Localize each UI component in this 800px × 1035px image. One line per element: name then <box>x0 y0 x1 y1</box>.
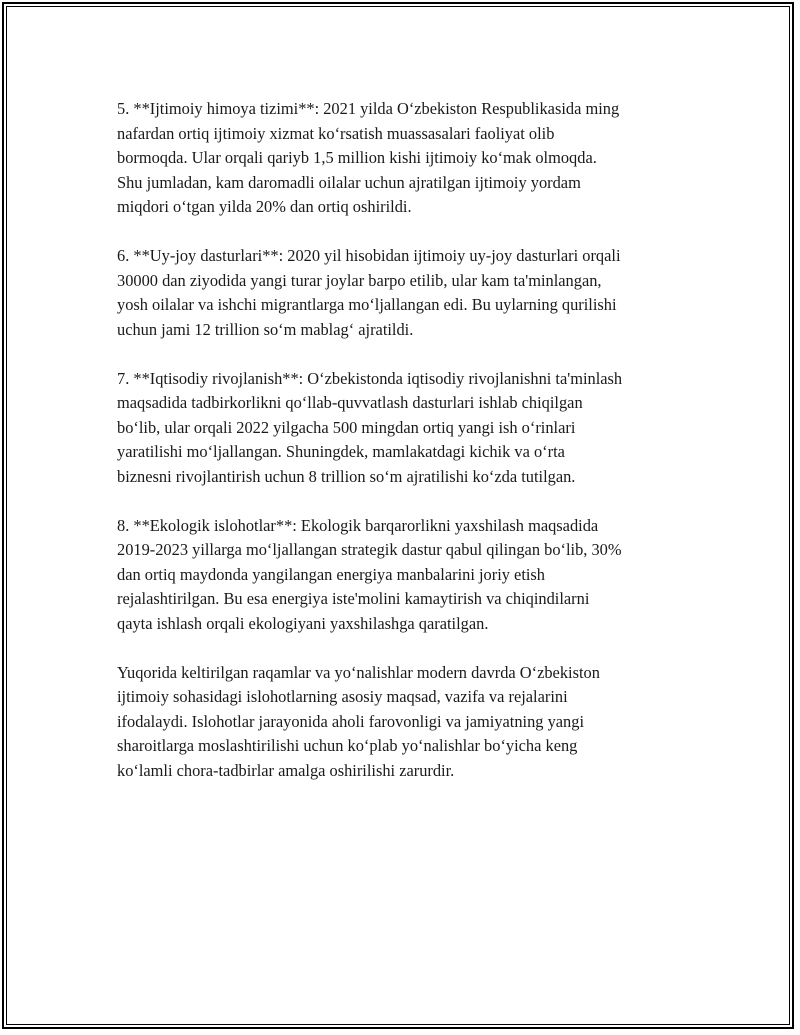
document-page <box>2 2 794 1029</box>
paragraph-social-protection: 5. **Ijtimoiy himoya tizimi**: 2021 yilda O‘zbekiston Respublikasida ming nafardan ortiq ijtimoiy xizmat ko‘rsatish muassasalari faoliyat olib bormoqda. Ular orqali qariyb 1,5 million kishi ijtimoiy ko‘mak olmoqda. Shu jumladan, kam daromadli oilalar uchun ajratilgan ijtimoiy yordam miqdori o‘tgan yilda 20% dan ortiq oshirildi. <box>117 99 620 216</box>
document-body <box>117 97 717 808</box>
paragraph-housing-programs: 6. **Uy-joy dasturlari**: 2020 yil hisobidan ijtimoiy uy-joy dasturlari orqali 30000 dan ziyodida yangi turar joylar barpo etilib, ular kam ta'minlangan, yosh oilalar va ishchi migrantlarga mo‘ljallangan edi. Bu uylarning qurilishi uchun jami 12 trillion so‘m mablag‘ ajratildi. <box>117 246 621 339</box>
paragraph-economic-development: 7. **Iqtisodiy rivojlanish**: O‘zbekistonda iqtisodiy rivojlanishni ta'minlash maqsadida tadbirkorlikni qo‘llab-quvvatlash dasturlari ishlab chiqilgan bo‘lib, ular orqali 2022 yilgacha 500 mingdan ortiq yangi ish o‘rinlari yaratilishi mo‘ljallangan. Shuningdek, mamlakatdagi kichik va o‘rta biznesni rivojlantirish uchun 8 trillion so‘m ajratilishi ko‘zda tutilgan. <box>117 368 623 486</box>
paragraph-conclusion: Yuqorida keltirilgan raqamlar va yo‘nalishlar modern davrda O‘zbekiston ijtimoiy sohasidagi islohotlarning asosiy maqsad, vazifa va rejalarini ifodalaydi. Islohotlar jarayonida aholi farovonligi va jamiyatning yangi sharoitlarga moslashtirilishi uchun ko‘plab yo‘nalishlar bo‘yicha keng ko‘lamli chora-tadbirlar amalga oshirilishi zarurdir. <box>117 662 600 780</box>
paragraph-ecological-reforms: 8. **Ekologik islohotlar**: Ekologik barqarorlikni yaxshilash maqsadida 2019-2023 yillarga mo‘ljallangan strategik dastur qabul qilingan bo‘lib, 30% dan ortiq maydonda yangilangan energiya manbalarini joriy etish rejalashtirilgan. Bu esa energiya iste'molini kamaytirish va chiqindilarni qayta ishlash orqali ekologiyani yaxshilashga qaratilgan. <box>117 515 622 633</box>
